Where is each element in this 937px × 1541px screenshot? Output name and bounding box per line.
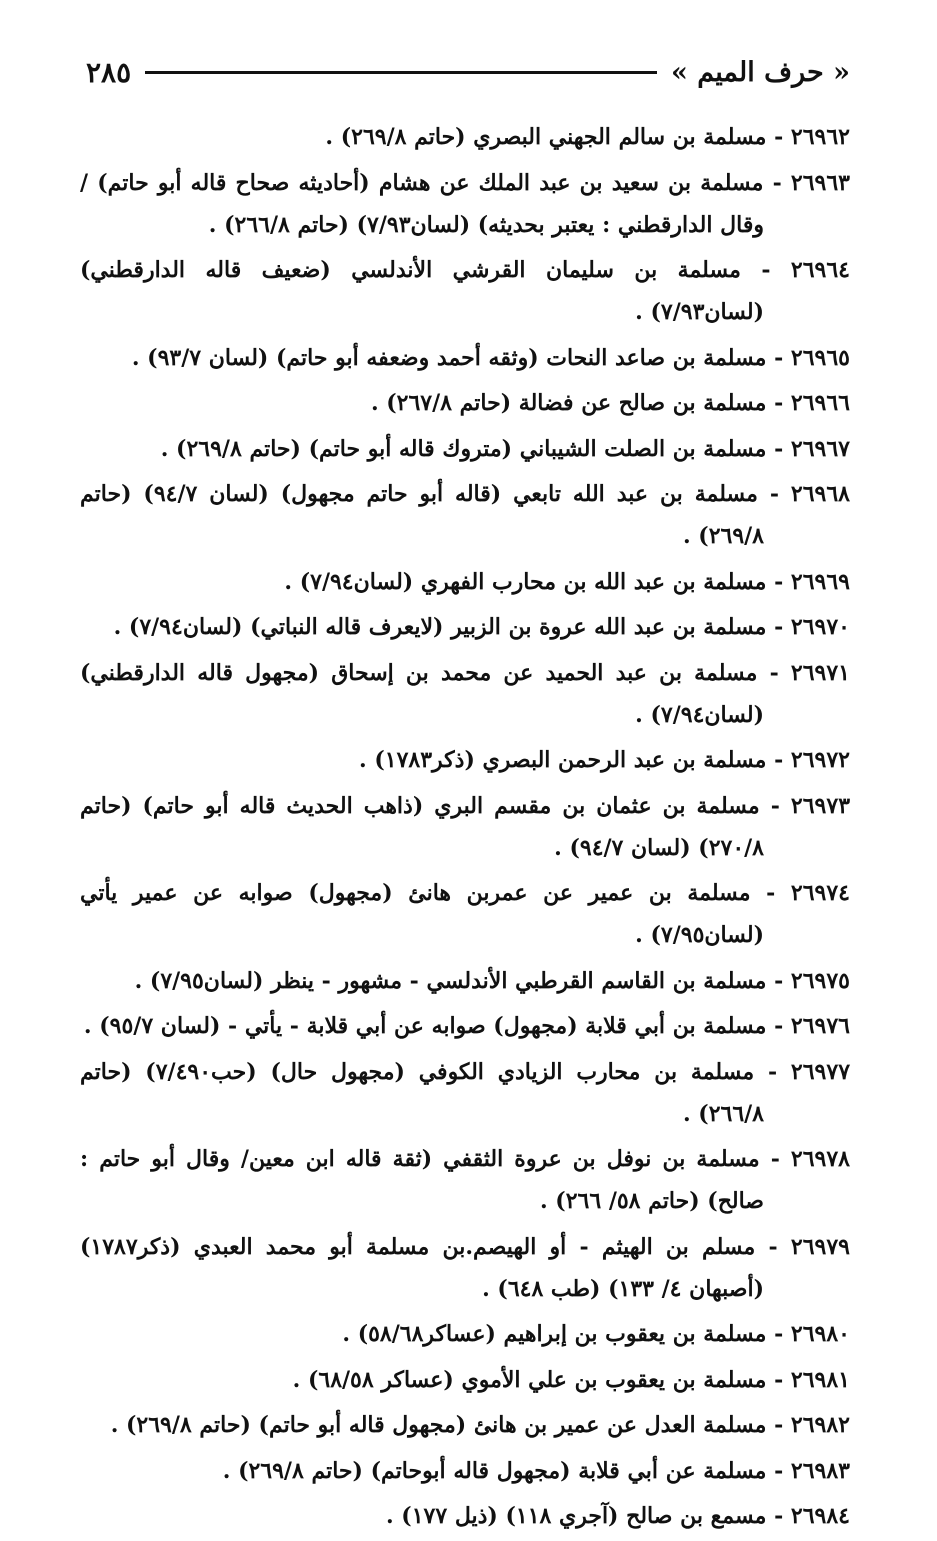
entry-number: ٢٦٩٧٢ bbox=[790, 747, 850, 773]
list-item bbox=[80, 785, 850, 869]
list-item bbox=[80, 337, 850, 379]
list-item bbox=[80, 561, 850, 603]
entry-separator: - bbox=[755, 1233, 791, 1260]
entry-separator: - bbox=[766, 1503, 791, 1529]
entry-text: مسلمة بن عبد الله تابعي (قاله أبو حاتم مجهول) (لسان ٩٤/٧) (حاتم ٢٦٩/٨) . bbox=[80, 481, 764, 549]
entry-separator: - bbox=[766, 1366, 791, 1393]
entry-separator: - bbox=[759, 1146, 791, 1172]
entry-text: مسلمة بن سالم الجهني البصري (حاتم ٢٦٩/٨) . bbox=[325, 124, 767, 150]
list-item bbox=[80, 249, 850, 333]
entry-number: ٢٦٩٦٤ bbox=[790, 257, 850, 283]
entry-text: مسلمة بن عبد الله بن محارب الفهري (لسان٧/٩٤) . bbox=[284, 568, 767, 595]
entry-number: ٢٦٩٦٩ bbox=[790, 568, 850, 595]
entry-separator: - bbox=[766, 614, 791, 640]
list-item bbox=[80, 116, 850, 158]
entry-number: ٢٦٩٧٤ bbox=[790, 880, 850, 906]
entry-separator: - bbox=[766, 435, 791, 462]
entry-number: ٢٦٩٧٩ bbox=[790, 1233, 850, 1260]
entry-number: ٢٦٩٧٧ bbox=[790, 1058, 851, 1085]
list-item bbox=[80, 162, 850, 246]
entry-number: ٢٦٩٨٤ bbox=[790, 1503, 850, 1529]
entry-text: مسلمة العدل عن عمير بن هانئ (مجهول قاله أبو حاتم) (حاتم ٢٦٩/٨) . bbox=[110, 1412, 767, 1438]
entry-number: ٢٦٩٦٧ bbox=[790, 435, 850, 462]
page-header bbox=[86, 52, 850, 92]
entry-text: مسمع بن صالح (آجري ١١٨) (ذيل ١٧٧) . bbox=[385, 1503, 767, 1529]
list-item bbox=[80, 1051, 850, 1135]
entry-number: ٢٦٩٨٠ bbox=[790, 1321, 850, 1347]
entry-text: مسلمة بن يعقوب بن علي الأموي (عساكر ٦٨/٥٨) . bbox=[292, 1366, 767, 1393]
entry-text: مسلمة بن عبد الحميد عن محمد بن إسحاق (مجهول قاله الدارقطني) (لسان٧/٩٤) . bbox=[80, 659, 764, 728]
entry-text: مسلمة بن صالح عن فضالة (حاتم ٢٦٧/٨) . bbox=[370, 390, 767, 416]
entry-separator: - bbox=[766, 1457, 791, 1484]
entry-text: مسلمة بن محارب الزيادي الكوفي (مجهول حال) (حب٧/٤٩٠) (حاتم ٢٦٦/٨) . bbox=[80, 1058, 764, 1127]
entry-text: مسلمة بن سليمان القرشي الأندلسي (ضعيف قاله الدارقطني) (لسان٧/٩٣) . bbox=[80, 257, 764, 325]
header-rule bbox=[145, 71, 657, 74]
list-item bbox=[80, 1226, 850, 1310]
entry-separator: - bbox=[766, 568, 791, 595]
page-number: ٢٨٥ bbox=[86, 55, 132, 89]
list-item bbox=[80, 428, 850, 470]
entry-number: ٢٦٩٨٣ bbox=[790, 1457, 850, 1484]
entry-number: ٢٦٩٦٨ bbox=[790, 481, 850, 507]
entry-number: ٢٦٩٧٨ bbox=[790, 1146, 850, 1172]
list-item bbox=[80, 1450, 850, 1492]
entry-text: مسلمة بن القاسم القرطبي الأندلسي - مشهور - ينظر (لسان٧/٩٥) . bbox=[134, 967, 767, 994]
entry-number: ٢٦٩٨١ bbox=[790, 1366, 850, 1393]
entry-separator: - bbox=[766, 967, 791, 994]
entry-text: مسلمة عن أبي قلابة (مجهول قاله أبوحاتم) (حاتم ٢٦٩/٨) . bbox=[222, 1457, 767, 1484]
list-item bbox=[80, 872, 850, 956]
list-item bbox=[80, 1404, 850, 1446]
entry-text: مسلمة بن الصلت الشيباني (متروك قاله أبو حاتم) (حاتم ٢٦٩/٨) . bbox=[160, 435, 767, 462]
list-item bbox=[80, 473, 850, 557]
running-title: « حرف الميم » bbox=[671, 56, 850, 88]
entry-separator: - bbox=[740, 257, 791, 283]
list-item bbox=[80, 1005, 850, 1047]
entry-number: ٢٦٩٦٥ bbox=[790, 344, 850, 371]
entry-text: مسلم بن الهيثم - أو الهيصم.بن مسلمة أبو محمد العبدي (ذكر١٧٨٧) (أصبهان ٤/ ١٣٣) (طب ٦٤٨) . bbox=[80, 1233, 764, 1302]
entry-number: ٢٦٩٧٣ bbox=[790, 792, 851, 819]
entry-separator: - bbox=[759, 792, 791, 819]
entry-separator: - bbox=[754, 1058, 791, 1085]
entry-separator: - bbox=[766, 390, 791, 416]
entry-number: ٢٦٩٧٠ bbox=[790, 614, 850, 640]
entry-separator: - bbox=[757, 659, 791, 686]
entry-text: مسلمة بن سعيد بن عبد الملك عن هشام (أحاديثه صحاح قاله أبو حاتم) / وقال الدارقطني : يعتبر بحديثه) (لسان٧/٩٣) (حاتم ٢٦٦/٨) . bbox=[80, 169, 764, 238]
entry-text: مسلمة بن عبد الرحمن البصري (ذكر١٧٨٣) . bbox=[359, 747, 767, 773]
entry-number: ٢٦٩٧١ bbox=[790, 659, 850, 686]
entry-separator: - bbox=[766, 1412, 791, 1438]
entry-number: ٢٦٩٦٢ bbox=[790, 124, 850, 150]
entry-separator: - bbox=[763, 169, 791, 196]
entry-separator: - bbox=[766, 1321, 791, 1347]
entry-text: مسلمة بن عثمان بن مقسم البري (ذاهب الحديث قاله أبو حاتم) (حاتم ٢٧٠/٨) (لسان ٩٤/٧) . bbox=[80, 792, 764, 861]
entry-text: مسلمة بن أبي قلابة (مجهول) صوابه عن أبي قلابة - يأتي - (لسان ٩٥/٧) . bbox=[83, 1013, 767, 1039]
entry-text: مسلمة بن عبد الله عروة بن الزبير (لايعرف قاله النباتي) (لسان٧/٩٤) . bbox=[113, 614, 767, 640]
entry-number: ٢٦٩٧٥ bbox=[790, 967, 850, 994]
entry-text: مسلمة بن عمير عن عمربن هانئ (مجهول) صوابه عن عمير يأتي (لسان٧/٩٥) . bbox=[80, 880, 764, 948]
entry-separator: - bbox=[750, 880, 791, 906]
entry-separator: - bbox=[757, 481, 791, 507]
entry-text: مسلمة بن يعقوب بن إبراهيم (عساكر٥٨/٦٨) . bbox=[342, 1321, 767, 1347]
list-item bbox=[80, 960, 850, 1002]
entry-separator: - bbox=[766, 124, 791, 150]
list-item bbox=[80, 652, 850, 736]
entries-list bbox=[80, 116, 850, 1541]
list-item bbox=[80, 739, 850, 781]
entry-separator: - bbox=[766, 747, 791, 773]
list-item bbox=[80, 382, 850, 424]
entry-separator: - bbox=[766, 1013, 791, 1039]
entry-text: مسلمة بن نوفل بن عروة الثقفي (ثقة قاله ابن معين/ وقال أبو حاتم : صالح) (حاتم ٥٨/ ٢٦٦) . bbox=[80, 1146, 764, 1214]
list-item bbox=[80, 1138, 850, 1222]
list-item bbox=[80, 1359, 850, 1401]
entry-text: مسلمة بن صاعد النحات (وثقه أحمد وضعفه أبو حاتم) (لسان ٩٣/٧) . bbox=[131, 344, 767, 371]
entry-number: ٢٦٩٨٢ bbox=[790, 1412, 850, 1438]
list-item bbox=[80, 1313, 850, 1355]
entry-number: ٢٦٩٦٦ bbox=[790, 390, 850, 416]
entry-number: ٢٦٩٧٦ bbox=[790, 1013, 850, 1039]
entry-number: ٢٦٩٦٣ bbox=[790, 169, 850, 196]
list-item bbox=[80, 606, 850, 648]
list-item bbox=[80, 1495, 850, 1537]
entry-separator: - bbox=[766, 344, 791, 371]
